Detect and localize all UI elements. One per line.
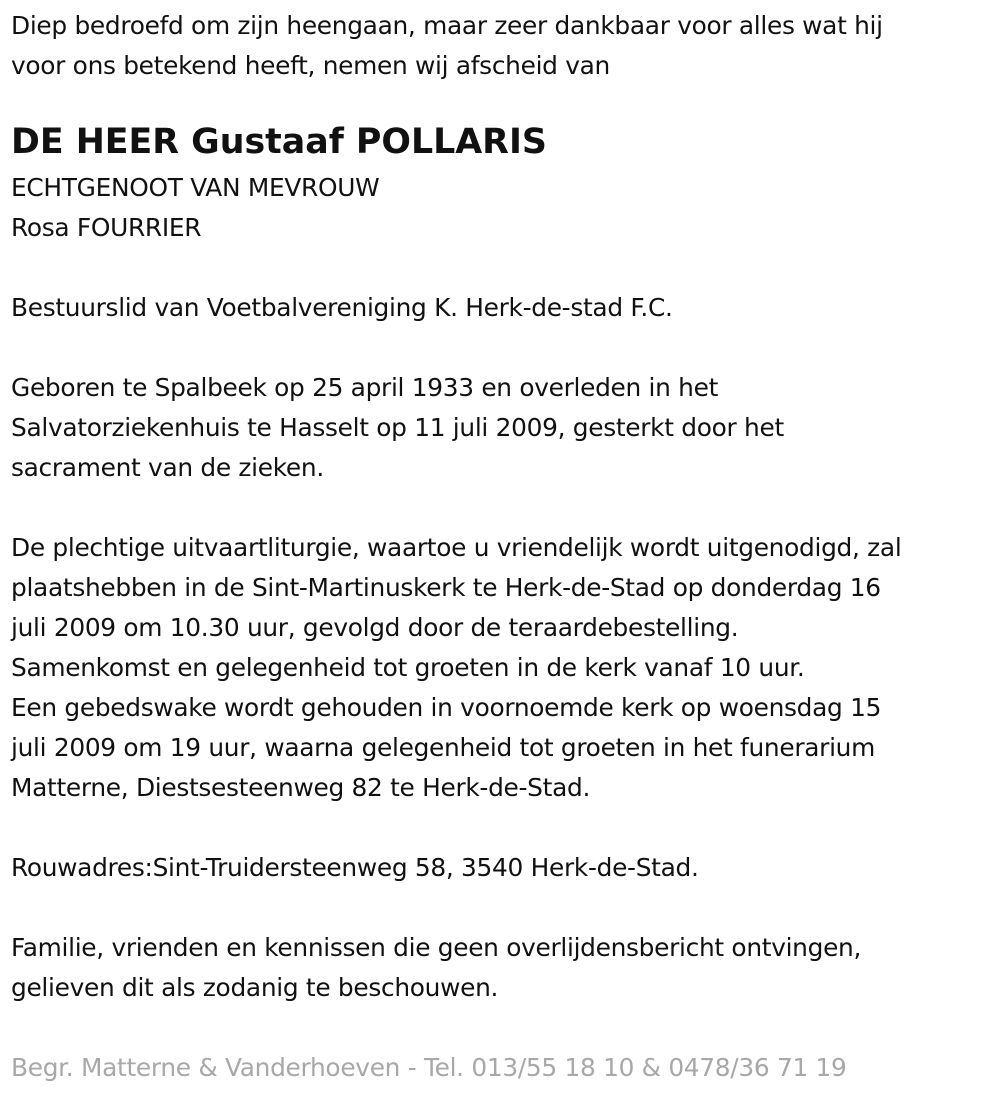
- ceremony-paragraph: [11, 528, 1000, 808]
- spouse-name: Rosa FOURRIER: [11, 213, 202, 242]
- birth-death-line: Salvatorziekenhuis te Hasselt op 11 juli 2009, gesterkt door het: [11, 413, 784, 442]
- notice-line: gelieven dit als zodanig te beschouwen.: [11, 973, 499, 1002]
- ceremony-line: Samenkomst en gelegenheid tot groeten in de kerk vanaf 10 uur.: [11, 653, 805, 682]
- birth-death-line: Geboren te Spalbeek op 25 april 1933 en overleden in het: [11, 373, 718, 402]
- notice-paragraph: [11, 928, 1000, 1008]
- spacer: [11, 488, 1000, 528]
- spouse-title: ECHTGENOOT VAN MEVROUW: [11, 173, 380, 202]
- ceremony-line: De plechtige uitvaartliturgie, waartoe u vriendelijk wordt uitgenodigd, zal: [11, 533, 902, 562]
- intro-paragraph: [11, 6, 1000, 86]
- funeral-home-footer: Begr. Matterne & Vanderhoeven - Tel. 013/55 18 10 & 0478/36 71 19: [11, 1053, 847, 1082]
- birth-death-paragraph: [11, 368, 1000, 488]
- intro-line: Diep bedroefd om zijn heengaan, maar zeer dankbaar voor alles wat hij: [11, 11, 883, 40]
- intro-line: voor ons betekend heeft, nemen wij afscheid van: [11, 51, 610, 80]
- spacer: [11, 808, 1000, 848]
- role-line: Bestuurslid van Voetbalvereniging K. Herk-de-stad F.C.: [11, 293, 673, 322]
- spacer: [11, 1008, 1000, 1048]
- deceased-name: DE HEER Gustaaf POLLARIS: [11, 122, 547, 162]
- spacer: [11, 248, 1000, 288]
- ceremony-line: Een gebedswake wordt gehouden in voornoemde kerk op woensdag 15: [11, 693, 882, 722]
- spacer: [11, 888, 1000, 928]
- spacer: [11, 328, 1000, 368]
- ceremony-line: juli 2009 om 10.30 uur, gevolgd door de teraardebestelling.: [11, 613, 739, 642]
- ceremony-line: Matterne, Diestsesteenweg 82 te Herk-de-Stad.: [11, 773, 591, 802]
- notice-line: Familie, vrienden en kennissen die geen overlijdensbericht ontvingen,: [11, 933, 862, 962]
- birth-death-line: sacrament van de zieken.: [11, 453, 324, 482]
- ceremony-line: juli 2009 om 19 uur, waarna gelegenheid tot groeten in het funerarium: [11, 733, 875, 762]
- mourning-address: Rouwadres:Sint-Truidersteenweg 58, 3540 Herk-de-Stad.: [11, 853, 699, 882]
- ceremony-line: plaatshebben in de Sint-Martinuskerk te Herk-de-Stad op donderdag 16: [11, 573, 881, 602]
